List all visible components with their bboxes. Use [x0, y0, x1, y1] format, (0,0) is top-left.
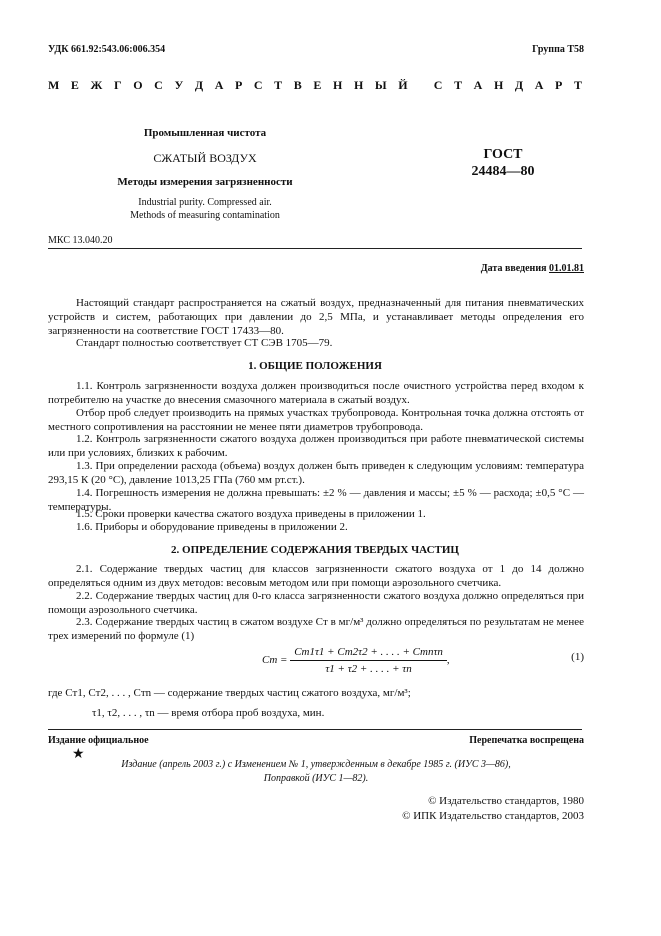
standard-type-letter — [419, 78, 422, 93]
standard-type-letter: Р — [234, 78, 243, 92]
standard-type-letter: В — [293, 78, 302, 92]
standard-type-letter: Ж — [90, 78, 103, 92]
intro-date-value: 01.01.81 — [549, 263, 584, 274]
where-line-1: где Cт1, Cт2, . . . , Cтn — содержание твердых частиц сжатого воздуха, мг/м³; — [48, 687, 411, 699]
standard-type-letter: Н — [493, 78, 504, 92]
preamble-paragraph: Стандарт полностью соответствует СТ СЭВ 1705—79. — [76, 337, 333, 349]
paragraph-1-5: 1.5. Сроки проверки качества сжатого воздуха приведены в приложении 1. — [76, 508, 426, 520]
standard-type-letter: О — [133, 78, 143, 92]
standard-type-letter: Т — [573, 78, 582, 92]
star-icon: ★ — [72, 747, 85, 762]
main-title: СЖАТЫЙ ВОЗДУХ — [153, 151, 257, 165]
paragraph-1-3: 1.3. При определении расхода (объема) воздух должен быть приведен к следующим условиям: температура 293,15 К (20 °С), давление 1013,25 ГПа (760 мм рт.ст.). — [48, 460, 584, 486]
reprint-notice: Перепечатка воспрещена — [469, 735, 584, 746]
formula-lhs: Cт = — [262, 654, 288, 667]
edition-line-1: Издание (апрель 2003 г.) с Изменением № 1, утвержденным в декабре 1985 г. (ИУС 3—86), — [121, 759, 511, 770]
formula: Cт = $\frac{\text{Cт1τ1 + Cт2τ2 + . . . . + Cтnτn}}{\tau 1 + \tau 2 + . . . . + \tau n}$ , — [262, 646, 450, 675]
section-2-heading: 2. ОПРЕДЕЛЕНИЕ СОДЕРЖАНИЯ ТВЕРДЫХ ЧАСТИЦ — [171, 544, 459, 556]
standard-type-letter: Д — [514, 78, 524, 92]
standard-type-letter: С — [253, 78, 263, 92]
standard-type-letter: Н — [353, 78, 364, 92]
standard-type-letter: А — [473, 78, 483, 92]
formula-numerator: Cт1τ1 + Cт2τ2 + . . . . + Cтnτn — [290, 646, 447, 661]
standard-type-letter: Е — [313, 78, 322, 92]
section-1-heading: 1. ОБЩИЕ ПОЛОЖЕНИЯ — [248, 360, 382, 372]
formula-number: (1) — [571, 651, 584, 663]
paragraph-sampling: Отбор проб следует производить на прямых участках трубопровода. Контрольная точка должна отстоять от местного сопротивления на расстоянии не менее пяти диаметров трубопровода. — [48, 407, 584, 433]
group-code: Группа Т58 — [532, 44, 584, 55]
copyright-1980: © Издательство стандартов, 1980 — [428, 795, 584, 807]
standard-type-letter: Т — [454, 78, 463, 92]
paragraph-2-3: 2.3. Содержание твердых частиц в сжатом воздухе Cт в мг/м³ должно определяться по результатам не менее трех измерений по формуле (1) — [48, 616, 584, 642]
standard-type-letter: С — [433, 78, 443, 92]
paragraph-1-6: 1.6. Приборы и оборудование приведены в приложении 2. — [76, 521, 348, 533]
intro-date-label: Дата введения — [480, 263, 549, 274]
standard-type-letter: Р — [555, 78, 563, 92]
standard-type-letter: Е — [70, 78, 79, 92]
subtitle: Методы измерения загрязненности — [117, 176, 293, 188]
paragraph-1-2: 1.2. Контроль загрязненности сжатого воздуха должен производиться при работе пневматической системы или при условиях, близких к рабочим. — [48, 433, 584, 459]
standard-type-letter: Г — [114, 78, 122, 92]
udk-code: УДК 661.92:543.06:006.354 — [48, 44, 166, 55]
standard-type-letter: А — [214, 78, 224, 92]
paragraph-2-2: 2.2. Содержание твердых частиц для 0-го класса загрязненности сжатого воздуха должно определяться при помощи аэрозольного счетчика. — [48, 590, 584, 616]
standard-type-letter: Т — [274, 78, 283, 92]
divider — [48, 248, 582, 249]
intro-date — [481, 263, 584, 274]
preamble-paragraph: Настоящий стандарт распространяется на сжатый воздух, предназначенный для питания пневматических устройств и систем, работающих при давлении до 2,5 МПа, и устанавливает методы определения его загрязненности на соответствие ГОСТ 17433—80. — [48, 297, 584, 337]
where-line-2: τ1, τ2, . . . , τn — время отбора проб воздуха, мин. — [92, 707, 325, 719]
copyright-2003: © ИПК Издательство стандартов, 2003 — [402, 810, 584, 822]
gost-number: 24484—80 — [471, 164, 535, 179]
standard-type-letter: Й — [398, 78, 408, 92]
edition-note — [48, 758, 584, 786]
standard-type-letter: С — [154, 78, 163, 92]
paragraph-1-1: 1.1. Контроль загрязненности воздуха должен производиться после очистного устройства перед входом к потребителю на участке до внесения смазочного материала в сжатый воздух. — [48, 380, 584, 406]
standard-type-letter: Д — [194, 78, 204, 92]
category-title: Промышленная чистота — [143, 127, 267, 139]
edition-line-2: Поправкой (ИУС 1—82). — [263, 773, 369, 784]
standard-type-letter: М — [48, 78, 60, 92]
official-edition: Издание официальное — [48, 735, 149, 746]
formula-fraction — [290, 646, 447, 675]
footer-divider — [48, 729, 582, 730]
standard-type-letter: У — [174, 78, 184, 92]
standard-type-letter: Ы — [374, 78, 387, 92]
gost-label: ГОСТ — [483, 147, 523, 162]
paragraph-2-1: 2.1. Содержание твердых частиц для классов загрязненности сжатого воздуха от 1 до 14 должно определяться одним из двух методов: весовым методом или при помощи аэрозольного счетчика. — [48, 563, 584, 589]
standard-type-line — [48, 78, 582, 93]
paragraph-1-4: 1.4. Погрешность измерения не должна превышать: ±2 % — давления и массы; ±5 % — расхода; ±0,5 °С — температуры. — [48, 487, 584, 513]
formula-denominator: τ1 + τ2 + . . . . + τn — [325, 663, 412, 675]
standard-type-letter: Н — [333, 78, 343, 92]
standard-type-letter: А — [534, 78, 544, 92]
english-title-1: Industrial purity. Compressed air. — [138, 197, 272, 208]
english-title-2: Methods of measuring contamination — [130, 210, 280, 221]
mks-code: МКС 13.040.20 — [48, 235, 113, 246]
